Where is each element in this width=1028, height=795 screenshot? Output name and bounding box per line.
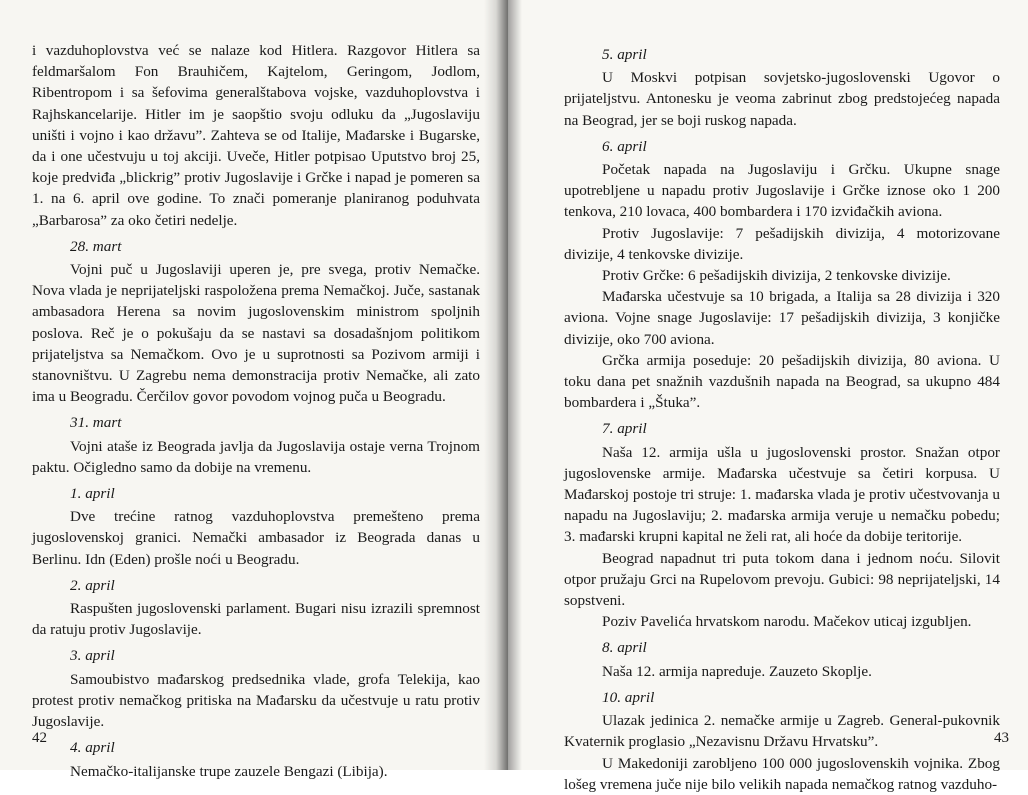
right-page bbox=[508, 0, 1028, 793]
right-page-text bbox=[564, 40, 1000, 795]
book-gutter-shadow-left bbox=[484, 0, 508, 770]
paragraph: Dve trećine ratnog vazduhoplovstva premešteno prema jugoslovenskoj granici. Nemački ambasador iz Beograda danas u Berlinu. Idn (Eden) prošle noći u Beogradu. bbox=[32, 508, 480, 568]
paragraph: Poziv Pavelića hrvatskom narodu. Mačekov uticaj izgubljen. bbox=[602, 613, 972, 631]
diary-date-heading: 28. mart bbox=[70, 237, 122, 255]
paragraph: Naša 12. armija napreduje. Zauzeto Skoplje. bbox=[602, 662, 872, 680]
left-page bbox=[0, 0, 508, 780]
diary-date-heading: 2. april bbox=[70, 576, 115, 594]
paragraph: Mađarska učestvuje sa 10 brigada, a Italija sa 28 divizija i 320 aviona. Vojne snage Jugoslavije: 17 pešadijskih divizija, 3 konjičke divizije, oko 700 aviona. bbox=[564, 288, 1000, 348]
paragraph: i vazduhoplovstva već se nalaze kod Hitlera. Razgovor Hitlera sa feldmaršalom Fon Brauhičem, Kajtelom, Geringom, Jodlom, Ribentropom i sa šefovima generalštabova vojske, vazduhoplovstva i Rajhskancelarije. Hitler im je saopštio svoju odluku da „Jugoslaviju uništi i vojno i kao državu”. Zahteva se od Italije, Mađarske i Bugarske, da i one učestvuju u toj akciji. Uveče, Hitler potpisao Uputstvo broj 25, koje predviđa „blickrig” protiv Jugoslavije i Grčke i napad je pomeren sa 1. na 6. april ove godine. To znači pomeranje planiranog poduhvata „Barbarosa” za oko četiri nedelje. bbox=[32, 42, 480, 229]
paragraph: Ulazak jedinica 2. nemačke armije u Zagreb. General-pukovnik Kvaternik proglasio „Nezavisnu Državu Hrvatsku”. bbox=[564, 712, 1000, 751]
paragraph: Vojni ataše iz Beograda javlja da Jugoslavija ostaje verna Trojnom paktu. Očigledno samo da dobije na vremenu. bbox=[32, 437, 480, 476]
paragraph: Protiv Grčke: 6 pešadijskih divizija, 2 tenkovske divizije. bbox=[602, 267, 951, 285]
book-gutter-shadow-right bbox=[508, 0, 522, 770]
paragraph: Raspušten jugoslovenski parlament. Bugari nisu izrazili spremnost da ratuju protiv Jugoslavije. bbox=[32, 600, 480, 639]
right-page-number: 43 bbox=[994, 730, 1009, 746]
paragraph: Nemačko-italijanske trupe zauzele Bengazi (Libija). bbox=[70, 762, 388, 780]
paragraph: Beograd napadnut tri puta tokom dana i jednom noću. Silovit otpor pružaju Grci na Rupelovom prevoju. Gubici: 98 neprijateljski, 14 sopstveni. bbox=[564, 549, 1000, 610]
paragraph: Protiv Jugoslavije: 7 pešadijskih divizija, 4 motorizovane divizije, 4 tenkovske divizije. bbox=[564, 224, 1000, 263]
left-page-text bbox=[32, 40, 480, 782]
paragraph: Naša 12. armija ušla u jugoslovenski prostor. Snažan otpor jugoslovenske armije. Mađarska učestvuje sa četiri korpusa. U Mađarskoj postoje tri struje: 1. mađarska vlada je protiv učestvovanja u napadu na Jugoslaviju; 2. mađarska armija veruje u nemačku pobedu; 3. mađarski krupni kapital ne želi rat, ali hoće da dobije teritorije. bbox=[564, 443, 1000, 546]
diary-date-heading: 8. april bbox=[602, 639, 647, 657]
diary-date-heading: 3. april bbox=[70, 647, 115, 665]
diary-date-heading: 5. april bbox=[602, 46, 647, 63]
paragraph: U Moskvi potpisan sovjetsko-jugoslovenski Ugovor o prijateljstvu. Antonesku je veoma zabrinut zbog predstojećeg napada na Beograd, jer se boji ruskog napada. bbox=[564, 69, 1000, 129]
paragraph: Samoubistvo mađarskog predsednika vlade, grofa Telekija, kao protest protiv nemačkog pritiska na Mađarsku da učestvuje u ratu protiv Jugoslavije. bbox=[32, 670, 480, 731]
diary-date-heading: 4. april bbox=[70, 739, 115, 757]
diary-date-heading: 31. mart bbox=[70, 414, 122, 432]
diary-date-heading: 10. april bbox=[602, 688, 655, 706]
paragraph: Grčka armija poseduje: 20 pešadijskih divizija, 80 aviona. U toku dana pet snažnih vazdušnih napada na Beograd, sa ukupno 484 bombardera i „Štuka”. bbox=[564, 351, 1000, 412]
paragraph: U Makedoniji zarobljeno 100 000 jugoslovenskih vojnika. Zbog lošeg vremena juče nije bilo velikih napada nemačkog ratnog vazduho- bbox=[564, 754, 1000, 793]
diary-date-heading: 1. april bbox=[70, 485, 115, 503]
diary-date-heading: 7. april bbox=[602, 420, 647, 438]
left-page-number: 42 bbox=[32, 730, 47, 746]
diary-date-heading: 6. april bbox=[602, 137, 647, 155]
paragraph: Vojni puč u Jugoslaviji uperen je, pre svega, protiv Nemačke. Nova vlada je neprijateljski raspoložena prema Nemačkoj. Juče, sastanak ambasadora Herena sa novim jugoslovenskim ministrom spoljnih poslova. Reč je o pokušaju da se nastavi sa dosadašnjom politikom prijateljstva sa Nemačkom. Ovo je u suprotnosti sa Pozivom armiji i stanovništvu. U Zagrebu nema demonstracija protiv Nemačke, ali zato ima u Beogradu. Čerčilov govor povodom vojnog puča u Beogradu. bbox=[32, 261, 480, 406]
paragraph: Početak napada na Jugoslaviju i Grčku. Ukupne snage upotrebljene u napadu protiv Jugoslavije i Grčke iznose oko 1 200 tenkova, 210 lovaca, 400 bombardera i 170 izviđačkih aviona. bbox=[564, 161, 1000, 221]
